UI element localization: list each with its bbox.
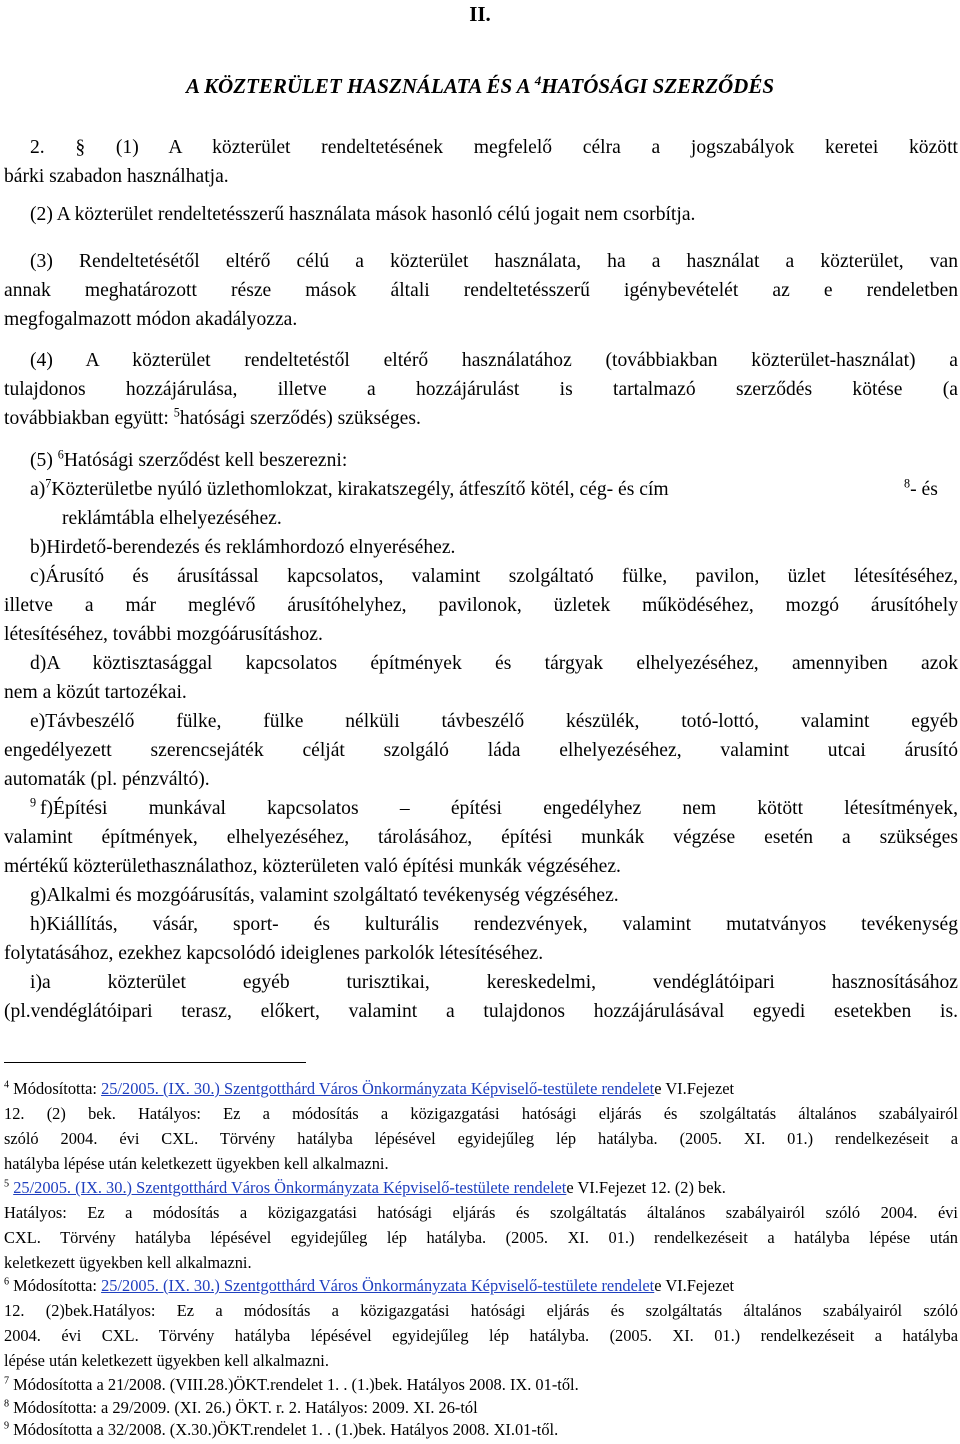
footnote-ref[interactable]: 7 (45, 476, 52, 491)
footnote-number: 7 (4, 1375, 10, 1387)
item-f-line: valamint építmények, elhelyezéséhez, tárolásához, építési munkák végzése esetén a szükséges (4, 827, 958, 848)
footnote-4-line: szóló 2004. évi CXL. Törvény hatályba lépésével egyidejűleg lép hatályba. (2005. XI. 01.) rendelkezéseit a (4, 1129, 958, 1148)
text: e VI.Fejezet (654, 1079, 735, 1098)
paragraph-4-line (4, 404, 421, 434)
text: Módosította a 32/2008. (X.30.)ÖKT.rendelet 1. . (1.)bek. Hatályos 2008. XI.01-től. (9, 1420, 559, 1439)
item-e-line: e)Távbeszélő fülke, fülke nélküli távbeszélő készülék, totó-lottó, valamint egyéb (30, 711, 958, 732)
footnote-6-line: lépése után keletkezett ügyekben kell alkalmazni. (4, 1351, 329, 1370)
text: Közterületbe nyúló üzlethomlokzat, kirakatszegély, átfeszítő kötél, cég- és cím (51, 479, 669, 500)
item-i-line: i)a közterület egyéb turisztikai, kereskedelmi, vendéglátóipari hasznosításához (30, 972, 958, 993)
regulation-link[interactable]: 25/2005. (IX. 30.) Szentgotthárd Város Önkormányzata Képviselő-testülete rendelet (13, 1178, 567, 1197)
text: Módosította a 21/2008. (VIII.28.)ÖKT.rendelet 1. . (1.)bek. Hatályos 2008. IX. 01-től. (9, 1375, 579, 1394)
item-d-line: d)A köztisztasággal kapcsolatos építmények és tárgyak elhelyezéséhez, amennyiben azok (30, 653, 958, 674)
footnote-6-line (4, 1275, 734, 1297)
item-h-line: h)Kiállítás, vásár, sport- és kulturális rendezvények, valamint mutatványos tevékenység (30, 914, 958, 935)
title-text: A KÖZTERÜLET HASZNÁLATA ÉS A (185, 74, 535, 98)
footnote-number: 9 (4, 1420, 10, 1432)
paragraph-3-line: (3) Rendeltetésétől eltérő célú a közterület használata, ha a használat a közterület, van (30, 251, 958, 272)
item-i-line: (pl.vendéglátóipari terasz, előkert, valamint a tulajdonos hozzájárulásával egyedi esetekben is. (4, 1001, 958, 1022)
footnote-number: 8 (4, 1398, 10, 1410)
regulation-link[interactable]: 25/2005. (IX. 30.) Szentgotthárd Város Önkormányzata Képviselő-testülete rendelet (101, 1276, 655, 1295)
text: Hatósági szerződést kell beszerezni: (63, 450, 348, 471)
footnote-4-line: hatályba lépése után keletkezett ügyekben kell alkalmazni. (4, 1154, 389, 1173)
item-c-line: illetve a már meglévő árusítóhelyhez, pavilonok, üzletek működéséhez, mozgó árusítóhely (4, 595, 958, 616)
footnote-number: 4 (4, 1079, 10, 1091)
chapter-title (0, 74, 960, 99)
regulation-link[interactable]: 25/2005. (IX. 30.) Szentgotthárd Város Önkormányzata Képviselő-testülete rendelet (101, 1079, 655, 1098)
footnote-7 (4, 1374, 579, 1396)
footnote-6-line: 2004. évi CXL. Törvény hatályba lépésével egyidejűleg lép hatályba. (2005. XI. 01.) rendelkezéseit a hatályba (4, 1326, 958, 1345)
footnote-4-line (4, 1078, 734, 1100)
paragraph-1-line: bárki szabadon használhatja. (4, 166, 229, 187)
item-a-line (30, 475, 669, 505)
item-c-line: létesítéséhez, további mozgóárusításhoz. (4, 624, 323, 645)
footnote-number: 5 (4, 1178, 10, 1190)
footnote-5-line: CXL. Törvény hatályba lépésével egyidejűleg lép hatályba. (2005. XI. 01.) rendelkezéseit a hatályba lépése után (4, 1228, 958, 1247)
item-f-line: f)Építési munkával kapcsolatos – építési engedélyhez nem kötött létesítmények, (40, 798, 958, 819)
text: a) (30, 479, 46, 500)
footnote-ref[interactable]: 8 (904, 476, 911, 491)
footnote-ref[interactable]: 9 (30, 795, 37, 810)
paragraph-3-line: annak meghatározott része mások általi rendeltetésszerű igénybevételét az e rendeletben (4, 280, 958, 301)
item-h-line: folytatásához, ezekhez kapcsolódó ideiglenes parkolók létesítéséhez. (4, 943, 544, 964)
text: e VI.Fejezet (654, 1276, 735, 1295)
footnote-5-line (4, 1177, 726, 1199)
footnote-9 (4, 1419, 558, 1441)
item-c-line: c)Árusító és árusítással kapcsolatos, valamint szolgáltató fülke, pavilon, üzlet létesítéséhez, (30, 566, 958, 587)
title-text: HATÓSÁGI SZERZŐDÉS (541, 74, 775, 98)
paragraph-1-line: 2. § (1) A közterület rendeltetésének megfelelő célra a jogszabályok keretei között (30, 137, 958, 158)
footnote-ref[interactable]: 6 (57, 447, 64, 462)
text: hatósági szerződés) szükséges. (179, 408, 421, 429)
footnote-ref[interactable]: 4 (534, 73, 542, 88)
footnote-separator (4, 1062, 306, 1063)
text: továbbiakban együtt: (4, 408, 174, 429)
item-f-sup (30, 794, 36, 824)
text: Módosította: (9, 1079, 102, 1098)
paragraph-5-intro (30, 446, 347, 476)
footnote-ref[interactable]: 5 (173, 405, 180, 420)
text: Módosította: (9, 1276, 102, 1295)
paragraph-4-line: (4) A közterület rendeltetéstől eltérő használatához (továbbiakban közterület-használat) a (30, 350, 958, 371)
paragraph-2: (2) A közterület rendeltetésszerű használata mások hasonló célú jogait nem csorbítja. (30, 204, 696, 225)
text: e VI.Fejezet 12. (2) bek. (566, 1178, 726, 1197)
footnote-8 (4, 1397, 478, 1419)
chapter-number: II. (469, 2, 491, 26)
footnote-5-line: Hatályos: Ez a módosítás a közigazgatási hatósági eljárás és szolgáltatás általános szabályairól szóló 2004. évi (4, 1203, 958, 1222)
paragraph-4-line: tulajdonos hozzájárulása, illetve a hozzájárulást is tartalmazó szerződés kötése (a (4, 379, 958, 400)
text: - és (910, 479, 938, 500)
item-a-line: reklámtábla elhelyezéséhez. (62, 508, 282, 529)
footnote-4-line: 12. (2) bek. Hatályos: Ez a módosítás a közigazgatási hatósági eljárás és szolgáltatás általános szabályairól (4, 1104, 958, 1123)
item-d-line: nem a közút tartozékai. (4, 682, 187, 703)
footnote-number: 6 (4, 1276, 10, 1288)
item-e-line: engedélyezett szerencsejáték célját szolgáló láda elhelyezéséhez, valamint utcai árusító (4, 740, 958, 761)
text: Módosította: a 29/2009. (XI. 26.) ÖKT. r. 2. Hatályos: 2009. XI. 26-tól (9, 1398, 478, 1417)
footnote-6-line: 12. (2)bek.Hatályos: Ez a módosítás a közigazgatási hatósági eljárás és szolgáltatás általános szabályairól szóló (4, 1301, 958, 1320)
item-f-line: mértékű közterülethasználathoz, közterületen való építési munkák végzéséhez. (4, 856, 621, 877)
item-b: b)Hirdető-berendezés és reklámhordozó elnyeréséhez. (30, 537, 456, 558)
item-g: g)Alkalmi és mozgóárusítás, valamint szolgáltató tevékenység végzéséhez. (30, 885, 619, 906)
item-a-line-end (904, 475, 938, 505)
item-e-line: automaták (pl. pénzváltó). (4, 769, 210, 790)
footnote-5-line: keletkezett ügyekben kell alkalmazni. (4, 1253, 252, 1272)
paragraph-3-line: megfogalmazott módon akadályozza. (4, 309, 298, 330)
text: (5) (30, 450, 58, 471)
